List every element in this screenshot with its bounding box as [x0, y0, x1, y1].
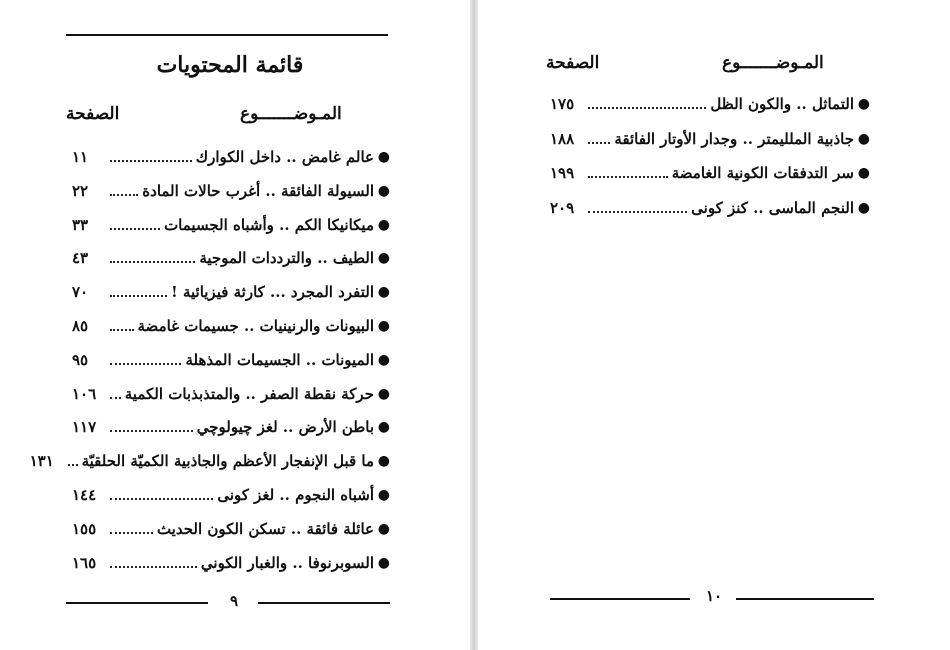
toc-entry	[72, 279, 390, 305]
dot-leader	[110, 498, 213, 500]
toc-entry-page: ١٤٤	[72, 486, 97, 504]
toc-entry-page: ١٠٦	[72, 384, 97, 403]
bullet-icon: ●	[377, 487, 390, 503]
dot-leader	[588, 176, 668, 178]
toc-entry-title: باطن الأرض .. لغز چيولوچي	[196, 418, 374, 437]
toc-entry-title: التفرد المجرد ... كارثة فيزيائية !	[171, 283, 374, 302]
dot-leader	[110, 194, 138, 196]
dot-leader	[110, 532, 153, 534]
toc-entry-title: النجم الماسى .. كنز كونى	[691, 198, 854, 217]
toc-entry-page: ١٥٥	[72, 519, 97, 538]
toc-entry	[29, 448, 390, 474]
toc-entry-page: ٤٣	[72, 249, 89, 268]
page-number: ٩	[229, 592, 239, 610]
dot-leader	[110, 160, 192, 162]
bullet-icon: ●	[857, 165, 870, 181]
dot-leader	[110, 228, 160, 230]
toc-entry	[72, 245, 390, 271]
toc-entry	[550, 195, 870, 221]
toc-entry-title: البيونات والرنينيات .. جسيمات غامضة	[137, 317, 374, 335]
bullet-icon: ●	[857, 96, 870, 112]
footer-rule-right	[736, 598, 874, 600]
toc-entry	[72, 313, 390, 339]
dot-leader	[110, 397, 121, 399]
dot-leader	[68, 464, 78, 466]
bullet-icon: ●	[377, 149, 390, 165]
page-title: قائمة المحتويات	[156, 52, 304, 78]
bullet-icon: ●	[377, 554, 390, 571]
bullet-icon: ●	[377, 216, 390, 233]
toc-entry-page: ٧٠	[72, 283, 89, 302]
dot-leader	[110, 329, 134, 331]
toc-entry	[72, 144, 390, 170]
toc-entry-title: أشباه النجوم .. لغز كونى	[217, 486, 374, 504]
toc-entry	[72, 550, 390, 576]
toc-entry	[550, 160, 870, 186]
toc-entry-page: ٢٢	[72, 181, 89, 200]
toc-entry-title: عائلة فائقة .. تسكن الكون الحديث	[156, 519, 374, 538]
toc-entry	[550, 126, 870, 152]
bullet-icon: ●	[377, 419, 390, 436]
bullet-icon: ●	[377, 385, 390, 402]
toc-entry-title: عالم غامض .. داخل الكوارك	[195, 148, 374, 166]
toc-entry-page: ٨٥	[72, 317, 89, 335]
toc-entry-title: التماثل .. والكون الظل	[710, 95, 854, 113]
toc-entry-title: السيولة الفائقة .. أغرب حالات المادة	[142, 181, 374, 200]
bullet-icon: ●	[377, 520, 390, 537]
header-topic: المـوضـــــــوع	[722, 53, 824, 73]
bullet-icon: ●	[377, 453, 390, 470]
left-page	[0, 0, 470, 650]
footer-rule-right	[258, 602, 390, 604]
right-page	[478, 0, 950, 650]
page-number: ١٠	[705, 587, 723, 605]
book-gutter	[470, 0, 478, 650]
dot-leader	[110, 566, 197, 568]
bullet-icon: ●	[377, 182, 390, 199]
toc-entry	[550, 91, 870, 117]
toc-entry-title: الطيف .. والترددات الموجية	[199, 249, 374, 268]
bullet-icon: ●	[377, 351, 390, 368]
bullet-icon: ●	[377, 318, 390, 334]
toc-entry-title: ما قبل الإنفجار الأعظم والجاذبية الكميّة الحلقيّة	[81, 452, 374, 471]
bullet-icon: ●	[377, 284, 390, 301]
toc-entry-page: ١٩٩	[550, 164, 575, 182]
footer-rule-left	[550, 598, 690, 600]
header-page: الصفحة	[66, 104, 120, 124]
toc-entry	[72, 178, 390, 204]
toc-entry-page: ١١	[72, 148, 89, 166]
bullet-icon: ●	[377, 250, 390, 267]
toc-entry	[72, 212, 390, 238]
footer-rule-left	[66, 602, 208, 604]
toc-entry-title: جاذبية الملليمتر .. وجدار الأوتار الفائقة	[614, 129, 854, 148]
toc-entry	[72, 381, 390, 407]
toc-entry-page: ١٨٨	[550, 129, 575, 148]
bullet-icon: ●	[857, 199, 870, 216]
toc-entry-title: ميكانيكا الكم .. وأشباه الجسيمات	[164, 215, 374, 234]
toc-entry-page: ٢٠٩	[550, 198, 575, 217]
toc-entry	[72, 347, 390, 373]
dot-leader	[588, 107, 706, 109]
dot-leader	[588, 211, 687, 213]
toc-entry-page: ١٦٥	[72, 553, 97, 572]
toc-entry	[72, 482, 390, 508]
header-page: الصفحة	[546, 53, 600, 73]
bullet-icon: ●	[857, 130, 870, 147]
toc-entry-page: ١٧٥	[550, 95, 575, 113]
toc-entry	[72, 516, 390, 542]
toc-entry-page: ١٣١	[29, 452, 54, 471]
dot-leader	[110, 363, 181, 365]
toc-entry-title: حركة نقطة الصفر .. والمتذبذبات الكمية	[124, 384, 374, 403]
header-topic: المـوضـــــــوع	[240, 104, 342, 124]
dot-leader	[110, 430, 193, 432]
toc-entry-title: سر التدفقات الكونية الغامضة	[671, 164, 854, 182]
toc-entry-title: الميونات .. الجسيمات المذهلة	[185, 350, 374, 369]
toc-entry-title: السوبرنوفا .. والغبار الكوني	[200, 553, 374, 572]
top-rule	[66, 34, 388, 36]
dot-leader	[110, 295, 167, 297]
toc-entry	[72, 414, 390, 440]
dot-leader	[588, 142, 610, 144]
toc-entry-page: ١١٧	[72, 418, 97, 437]
dot-leader	[110, 261, 195, 263]
toc-entry-page: ٣٣	[72, 215, 89, 234]
toc-entry-page: ٩٥	[72, 350, 89, 369]
